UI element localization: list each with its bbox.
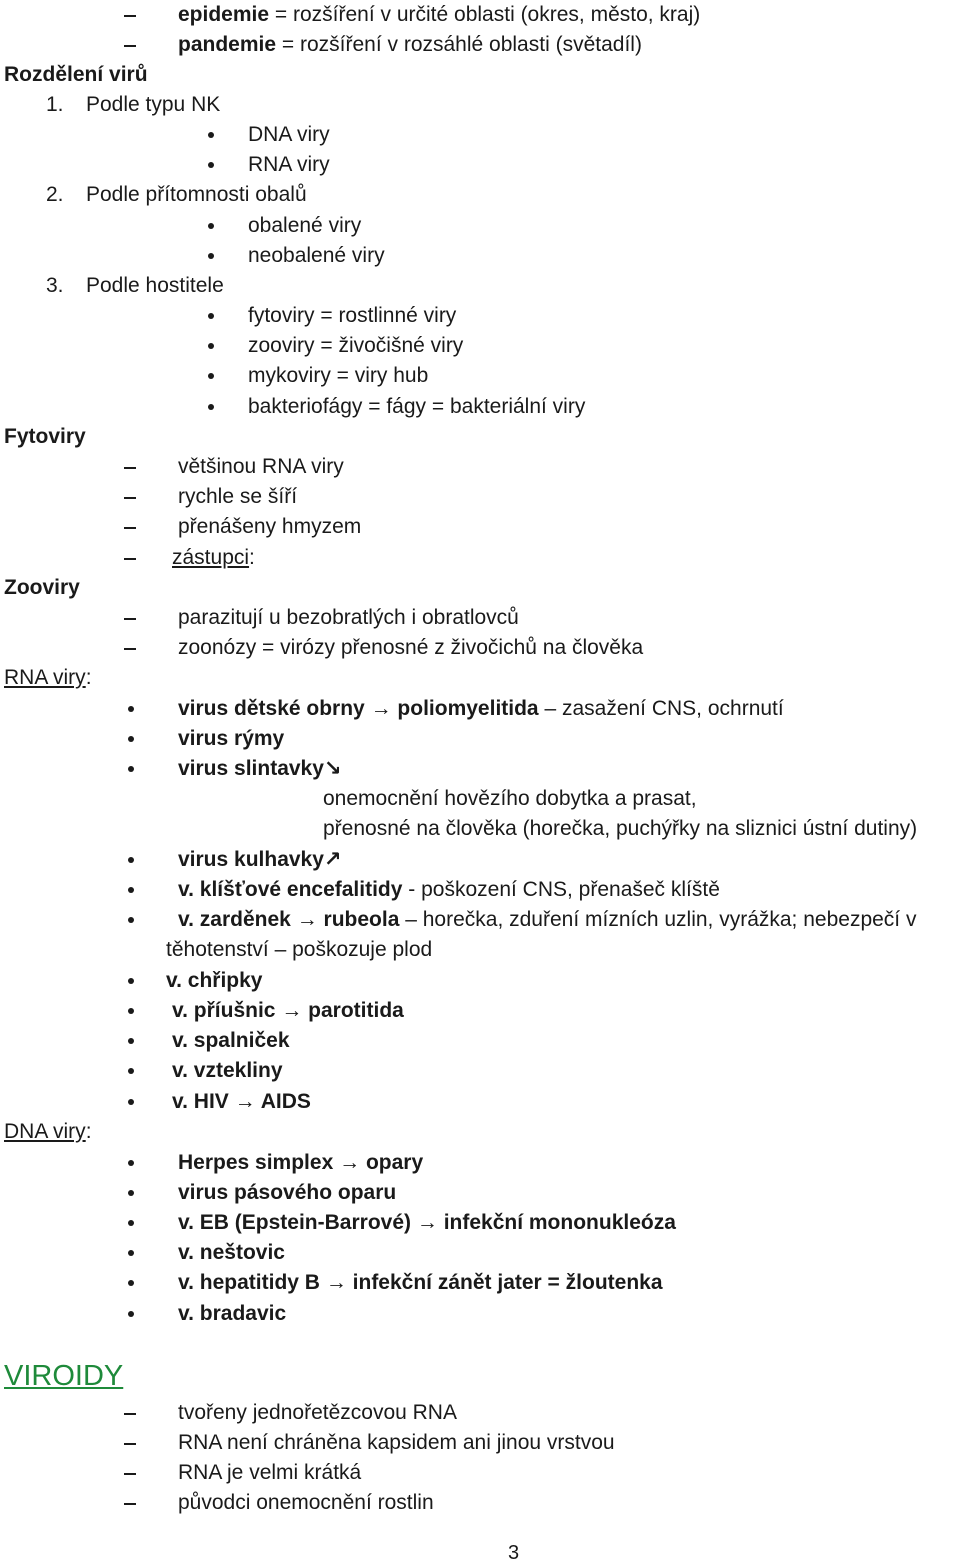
section-heading-fytoviry: Fytoviry: [4, 425, 86, 448]
arrow-right-icon: →: [416, 1211, 438, 1234]
list-item: zooviry = živočišné viry: [248, 334, 464, 357]
list-item: RNA je velmi krátká: [178, 1461, 362, 1484]
list-item: původci onemocnění rostlin: [178, 1491, 434, 1514]
bullet-dot: [128, 887, 134, 893]
rna-virus-item: v. vztekliny: [172, 1059, 283, 1082]
bullet-dot: [208, 313, 214, 319]
list-item: fytoviry = rostlinné viry: [248, 304, 457, 327]
dash-bullet: [124, 467, 136, 469]
bullet-dot: [128, 1068, 134, 1074]
rna-virus-item: virus rýmy: [178, 727, 285, 750]
dna-virus-item: virus pásového oparu: [178, 1181, 397, 1204]
epidemie-definition: epidemie = rozšíření v určité oblasti (okres, město, kraj): [178, 3, 701, 26]
rna-virus-item: v. HIV → AIDS: [172, 1090, 311, 1113]
list-item: DNA viry: [248, 123, 330, 146]
rna-virus-item: v. zarděnek → rubeola – horečka, zduření mízních uzlin, vyrážka; nebezpečí v: [178, 908, 917, 931]
list-item: rychle se šíří: [178, 485, 298, 508]
dash-bullet: [124, 45, 136, 47]
bullet-dot: [208, 253, 214, 259]
note-line: onemocnění hovězího dobytka a prasat,: [323, 787, 697, 810]
section-heading-rna-viry: RNA viry:: [4, 666, 92, 689]
arrow-right-icon: →: [296, 908, 318, 931]
section-heading-classification: Rozdělení virů: [4, 63, 148, 86]
list-item: RNA viry: [248, 153, 330, 176]
bullet-dot: [128, 1008, 134, 1014]
list-item: přenášeny hmyzem: [178, 515, 362, 538]
rna-virus-item: virus kulhavky↗: [178, 848, 342, 871]
section-heading-dna-viry: DNA viry:: [4, 1120, 92, 1143]
group-title: Podle hostitele: [86, 274, 224, 297]
list-item: parazitují u bezobratlých i obratlovců: [178, 606, 519, 629]
rna-virus-item: v. klíšťové encefalitidy - poškození CNS, přenašeč klíště: [178, 878, 720, 901]
bullet-dot: [128, 1099, 134, 1105]
continuation-line: těhotenství – poškozuje plod: [166, 938, 433, 961]
bullet-dot: [128, 1280, 134, 1286]
arrow-right-icon: →: [370, 697, 392, 720]
bullet-dot: [128, 706, 134, 712]
section-heading-viroidy: VIROIDY: [4, 1360, 124, 1392]
dash-bullet: [124, 648, 136, 650]
dash-bullet: [124, 15, 136, 17]
list-item: bakteriofágy = fágy = bakteriální viry: [248, 395, 586, 418]
arrow-right-icon: →: [281, 999, 303, 1022]
dna-virus-item: v. neštovic: [178, 1241, 285, 1264]
dash-bullet: [124, 618, 136, 620]
bullet-dot: [128, 1250, 134, 1256]
list-number: 2.: [46, 183, 64, 206]
arrow-up-right-icon: ↗: [323, 848, 342, 871]
list-item: neobalené viry: [248, 244, 385, 267]
bullet-dot: [128, 1311, 134, 1317]
rna-virus-item: virus slintavky↘: [178, 757, 342, 780]
arrow-right-icon: →: [339, 1151, 361, 1174]
dash-bullet: [124, 527, 136, 529]
list-number: 1.: [46, 93, 64, 116]
dna-virus-item: Herpes simplex → opary: [178, 1151, 424, 1174]
dash-bullet: [124, 1413, 136, 1415]
arrow-right-icon: →: [325, 1271, 347, 1294]
list-item: většinou RNA viry: [178, 455, 344, 478]
dna-virus-item: v. bradavic: [178, 1302, 287, 1325]
dash-bullet: [124, 558, 136, 560]
arrow-down-right-icon: ↘: [323, 757, 342, 780]
group-title: Podle typu NK: [86, 93, 221, 116]
section-heading-zooviry: Zooviry: [4, 576, 80, 599]
list-item: tvořeny jednořetězcovou RNA: [178, 1401, 457, 1424]
list-item: RNA není chráněna kapsidem ani jinou vrstvou: [178, 1431, 615, 1454]
dash-bullet: [124, 1503, 136, 1505]
list-item: mykoviry = viry hub: [248, 364, 429, 387]
bullet-dot: [128, 1160, 134, 1166]
bullet-dot: [208, 223, 214, 229]
list-number: 3.: [46, 274, 64, 297]
rna-virus-item: v. chřipky: [166, 969, 263, 992]
bullet-dot: [128, 736, 134, 742]
bullet-dot: [128, 1220, 134, 1226]
dash-bullet: [124, 497, 136, 499]
bullet-dot: [208, 404, 214, 410]
pandemie-definition: pandemie = rozšíření v rozsáhlé oblasti (světadíl): [178, 33, 642, 56]
bullet-dot: [208, 162, 214, 168]
bullet-dot: [128, 1038, 134, 1044]
bullet-dot: [128, 1190, 134, 1196]
page-number: 3: [508, 1542, 520, 1564]
dash-bullet: [124, 1473, 136, 1475]
bullet-dot: [208, 373, 214, 379]
bullet-dot: [128, 917, 134, 923]
bullet-dot: [208, 343, 214, 349]
bullet-dot: [128, 766, 134, 772]
arrow-right-icon: →: [234, 1090, 256, 1113]
rna-virus-item: virus dětské obrny → poliomyelitida – zasažení CNS, ochrnutí: [178, 697, 784, 720]
bullet-dot: [128, 978, 134, 984]
zastupci-label: zástupci:: [172, 546, 255, 569]
rna-virus-item: v. příušnic → parotitida: [172, 999, 404, 1022]
group-title: Podle přítomnosti obalů: [86, 183, 307, 206]
dna-virus-item: v. hepatitidy B → infekční zánět jater = žloutenka: [178, 1271, 663, 1294]
note-line: přenosné na člověka (horečka, puchýřky na sliznici ústní dutiny): [323, 817, 918, 840]
bullet-dot: [208, 132, 214, 138]
rna-virus-item: v. spalniček: [172, 1029, 290, 1052]
list-item: zoonózy = virózy přenosné z živočichů na člověka: [178, 636, 644, 659]
list-item: obalené viry: [248, 214, 362, 237]
dna-virus-item: v. EB (Epstein-Barrové) → infekční mononukleóza: [178, 1211, 676, 1234]
bullet-dot: [128, 857, 134, 863]
dash-bullet: [124, 1443, 136, 1445]
